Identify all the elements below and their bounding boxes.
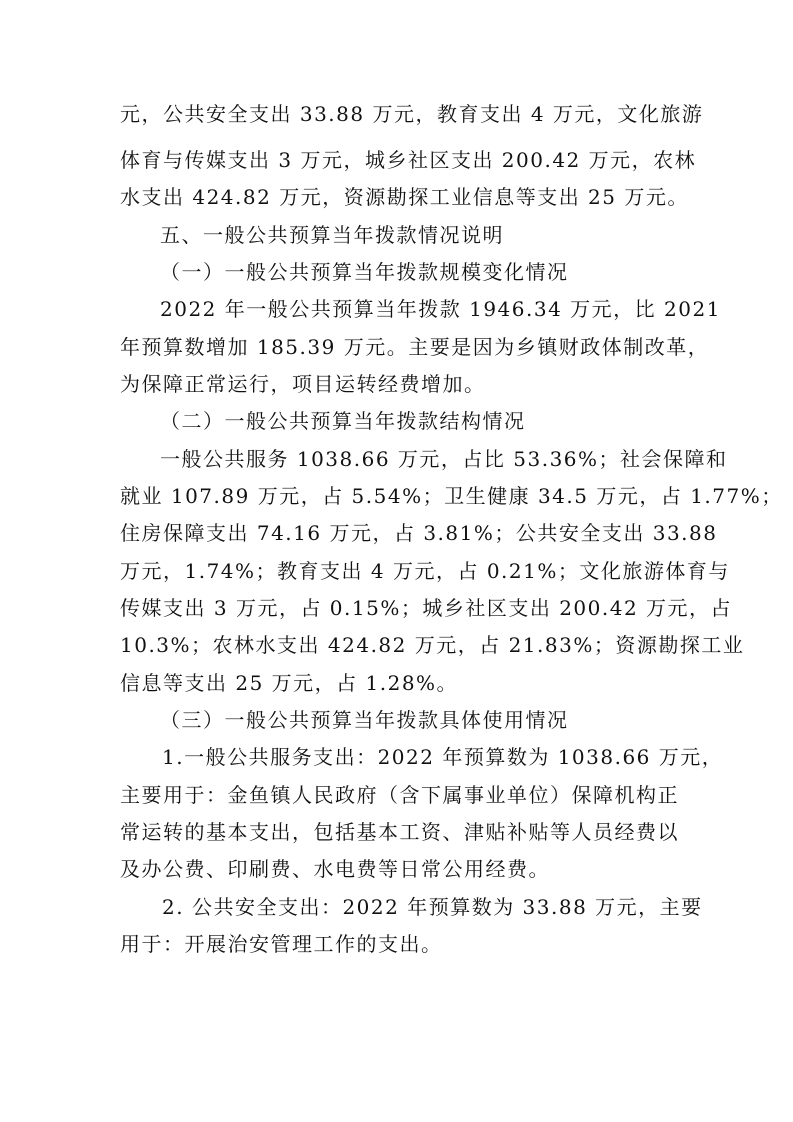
- text-line: 体育与传媒支出 3 万元，城乡社区支出 200.42 万元，农林: [120, 148, 697, 172]
- text-line: 用于：开展治安管理工作的支出。: [120, 932, 443, 956]
- text-line: 信息等支出 25 万元，占 1.28%。: [120, 671, 459, 695]
- text-line: 一般公共服务 1038.66 万元，占比 53.36%；社会保障和: [160, 447, 728, 471]
- subsection-heading: （二）一般公共预算当年拨款结构情况: [160, 409, 526, 433]
- text-line: 年预算数增加 185.39 万元。主要是因为乡镇财政体制改革，: [120, 335, 710, 359]
- text-line: 住房保障支出 74.16 万元，占 3.81%；公共安全支出 33.88: [120, 521, 718, 545]
- text-line: 及办公费、印刷费、水电费等日常公用经费。: [120, 857, 550, 881]
- subsection-heading: （三）一般公共预算当年拨款具体使用情况: [160, 708, 569, 732]
- text-line: 水支出 424.82 万元，资源勘探工业信息等支出 25 万元。: [120, 185, 689, 209]
- text-line: 为保障正常运行，项目运转经费增加。: [120, 372, 486, 396]
- text-line: 传媒支出 3 万元，占 0.15%；城乡社区支出 200.42 万元，占: [120, 596, 733, 620]
- text-line: 2022 年一般公共预算当年拨款 1946.34 万元，比 2021: [160, 297, 721, 321]
- text-line: 2. 公共安全支出：2022 年预算数为 33.88 万元，主要: [162, 895, 703, 919]
- text-line: 万元，1.74%；教育支出 4 万元，占 0.21%；文化旅游体育与: [120, 559, 730, 583]
- text-line: 元，公共安全支出 33.88 万元，教育支出 4 万元，文化旅游: [120, 102, 704, 126]
- text-line: 就业 107.89 万元，占 5.54%；卫生健康 34.5 万元，占 1.77%；: [120, 484, 783, 508]
- text-line: 1.一般公共服务支出：2022 年预算数为 1038.66 万元，: [162, 745, 724, 769]
- text-line: 常运转的基本支出，包括基本工资、津贴补贴等人员经费以: [120, 820, 679, 844]
- section-heading: 五、一般公共预算当年拨款情况说明: [160, 223, 504, 247]
- text-line: 10.3%；农林水支出 424.82 万元，占 21.83%；资源勘探工业: [120, 633, 745, 657]
- text-line: 主要用于：金鱼镇人民政府（含下属事业单位）保障机构正: [120, 783, 679, 807]
- subsection-heading: （一）一般公共预算当年拨款规模变化情况: [160, 260, 569, 284]
